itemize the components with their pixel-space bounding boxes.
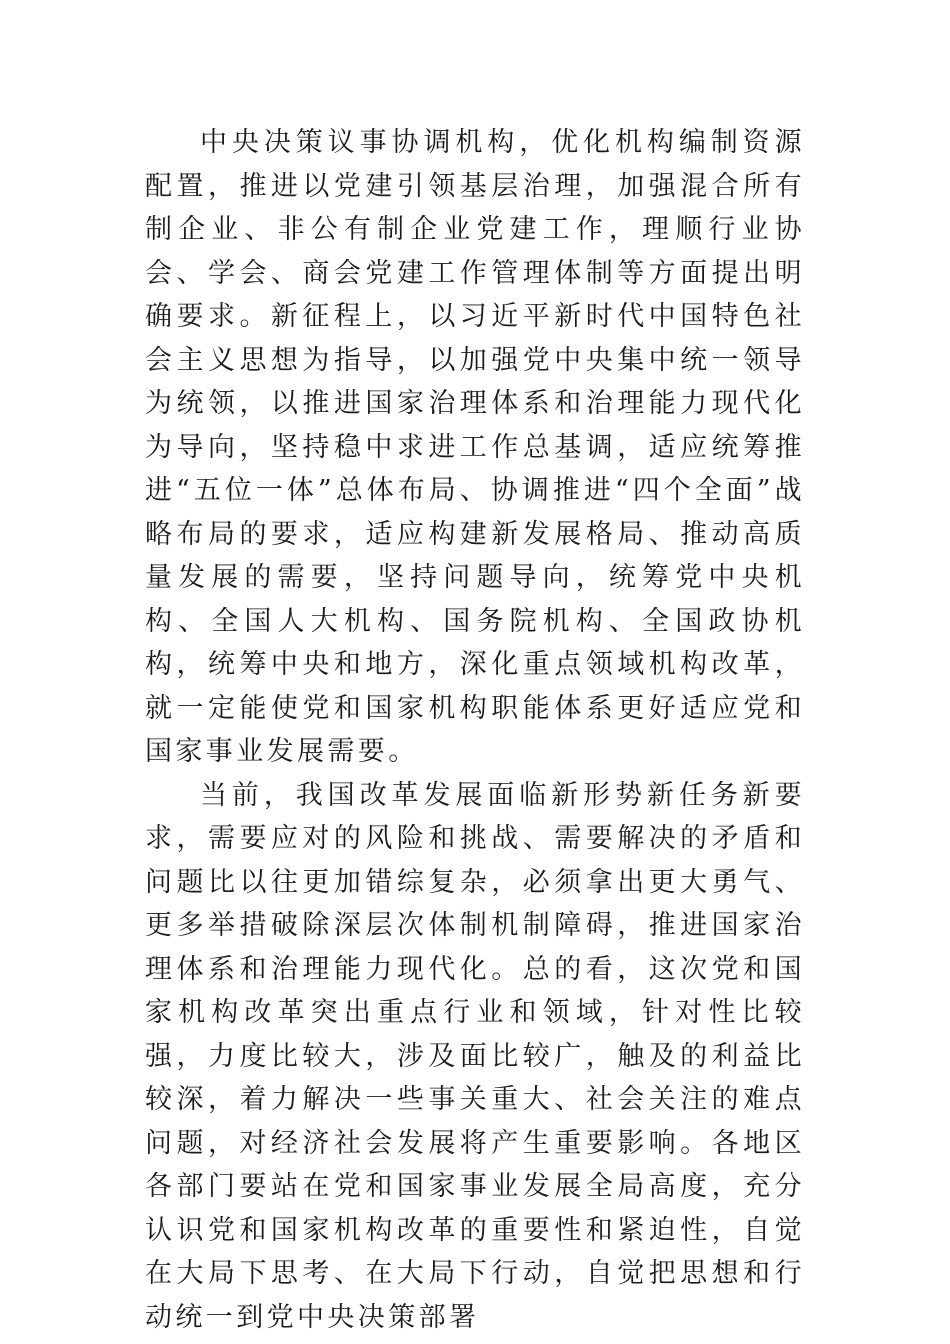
document-page (145, 121, 805, 1339)
paragraph-2: 当前，我国改革发展面临新形势新任务新要求，需要应对的风险和挑战、需要解决的矛盾和问题比以往更加错综复杂，必须拿出更大勇气、更多举措破除深层次体制机制障碍，推进国家治理体系和治理能力现代化。总的看，这次党和国家机构改革突出重点行业和领域，针对性比较强，力度比较大，涉及面比较广，触及的利益比较深，着力解决一些事关重大、社会关注的难点问题，对经济社会发展将产生重要影响。各地区各部门要站在党和国家事业发展全局高度，充分认识党和国家机构改革的重要性和紧迫性，自觉在大局下思考、在大局下行动，自觉把思想和行动统一到党中央决策部署 (145, 779, 805, 1333)
paragraph-1: 中央决策议事协调机构，优化机构编制资源配置，推进以党建引领基层治理，加强混合所有制企业、非公有制企业党建工作，理顺行业协会、学会、商会党建工作管理体制等方面提出明确要求。新征程上，以习近平新时代中国特色社会主义思想为指导，以加强党中央集中统一领导为统领，以推进国家治理体系和治理能力现代化为导向，坚持稳中求进工作总基调，适应统筹推进“五位一体”总体布局、协调推进“四个全面”战略布局的要求，适应构建新发展格局、推动高质量发展的需要，坚持问题导向，统筹党中央机构、全国人大机构、国务院机构、全国政协机构，统筹中央和地方，深化重点领域机构改革，就一定能使党和国家机构职能体系更好适应党和国家事业发展需要。 (145, 127, 805, 767)
